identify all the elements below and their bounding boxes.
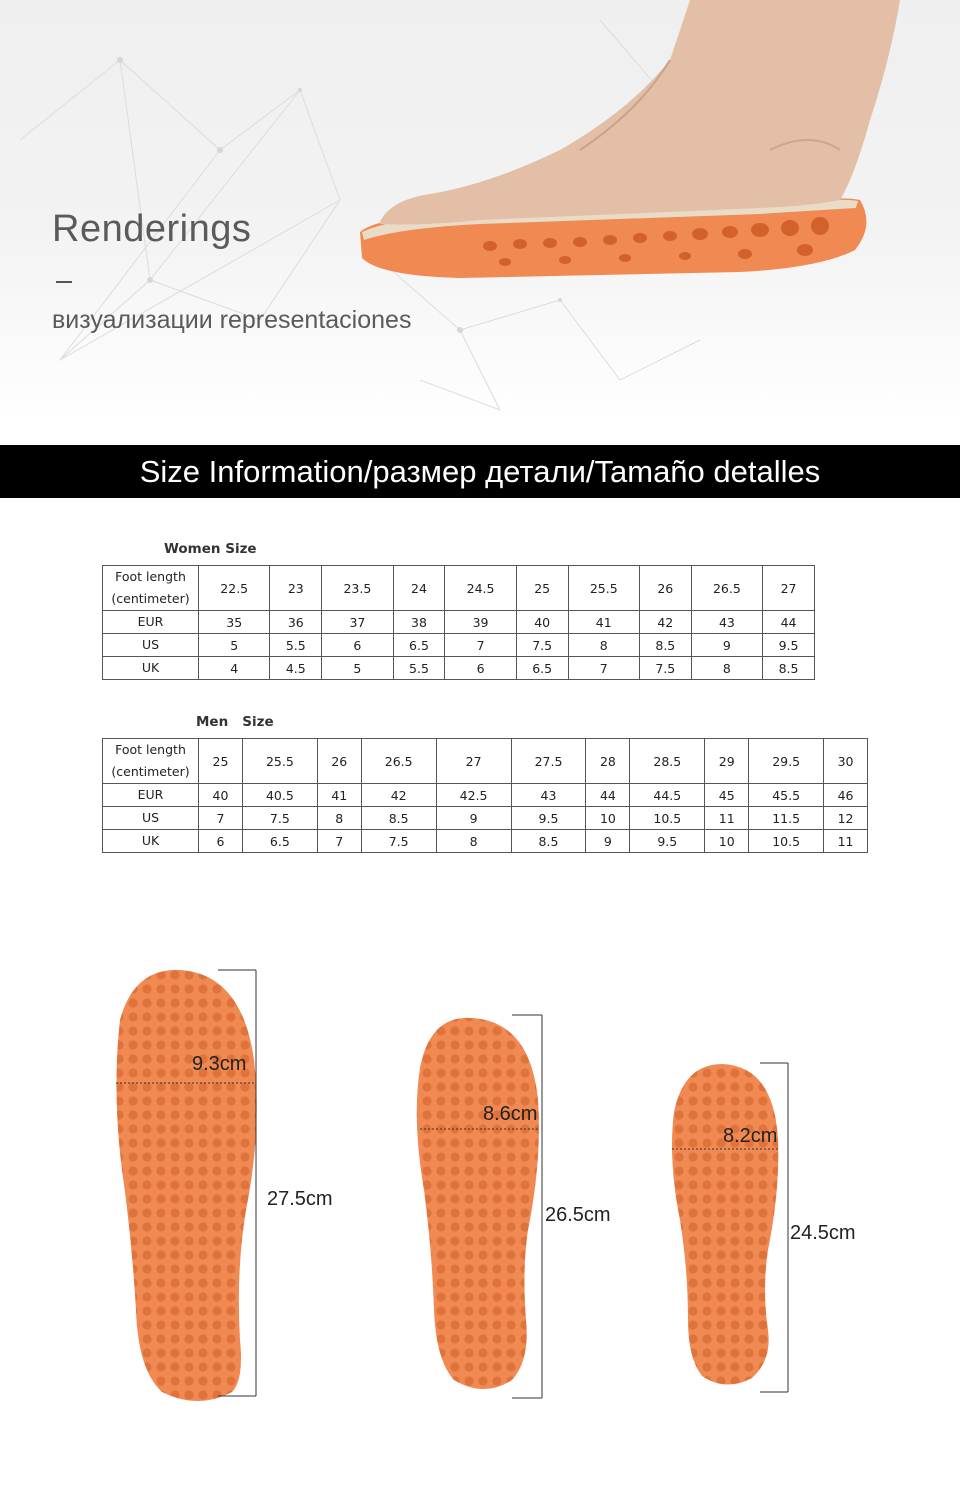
- insole-3-width-label: 8.2cm: [723, 1125, 778, 1147]
- table-cell: 9.5: [763, 634, 815, 657]
- table-cell: 8.5: [511, 830, 586, 853]
- table-cell: 45: [705, 784, 749, 807]
- table-cell: 43: [511, 784, 586, 807]
- table-row: [103, 657, 815, 680]
- table-cell: 6.5: [516, 657, 568, 680]
- table-cell: 5.5: [393, 657, 445, 680]
- table-cell: 6: [322, 634, 393, 657]
- insole-dimensions-section: [0, 940, 960, 1486]
- foot-on-insole-illustration: [340, 0, 960, 300]
- table-row: [103, 784, 868, 807]
- table-cell: 42: [361, 784, 436, 807]
- table-cell: 28.5: [630, 739, 705, 784]
- table-cell: 42: [639, 611, 691, 634]
- row-label: UK: [103, 830, 199, 853]
- table-cell: 8: [436, 830, 511, 853]
- table-cell: 10.5: [749, 830, 824, 853]
- table-cell: 27: [763, 566, 815, 611]
- table-cell: 7: [568, 657, 639, 680]
- table-cell: 7: [199, 807, 243, 830]
- table-cell: 7.5: [361, 830, 436, 853]
- size-information-banner: Size Information/размер детали/Tamaño detalles: [0, 445, 960, 498]
- table-cell: 40: [516, 611, 568, 634]
- table-cell: 45.5: [749, 784, 824, 807]
- table-cell: 26.5: [361, 739, 436, 784]
- row-label: EUR: [103, 611, 199, 634]
- insole-3-length-label: 24.5cm: [790, 1222, 856, 1244]
- table-cell: 9.5: [511, 807, 586, 830]
- table-row: [103, 739, 868, 784]
- table-cell: 12: [824, 807, 868, 830]
- table-cell: 26.5: [691, 566, 762, 611]
- insole-2-width-label: 8.6cm: [483, 1103, 538, 1125]
- table-cell: 41: [317, 784, 361, 807]
- table-cell: 5: [199, 634, 270, 657]
- table-cell: 25.5: [568, 566, 639, 611]
- table-cell: 9: [691, 634, 762, 657]
- table-cell: 4.5: [270, 657, 322, 680]
- women-size-title: Women Size: [164, 541, 257, 557]
- men-size-title: Men Size: [196, 714, 274, 730]
- insole-medium: [417, 1015, 542, 1398]
- hero-divider: [56, 281, 72, 283]
- table-cell: 27: [436, 739, 511, 784]
- men-size-section: [100, 714, 870, 853]
- row-label: US: [103, 807, 199, 830]
- table-cell: 35: [199, 611, 270, 634]
- women-size-section: [100, 541, 870, 680]
- table-cell: 8: [691, 657, 762, 680]
- table-cell: 44: [763, 611, 815, 634]
- table-cell: 38: [393, 611, 445, 634]
- table-row: [103, 611, 815, 634]
- table-cell: 27.5: [511, 739, 586, 784]
- insole-1-width-label: 9.3cm: [192, 1053, 247, 1075]
- table-cell: 8.5: [763, 657, 815, 680]
- table-cell: 8.5: [639, 634, 691, 657]
- table-cell: 6.5: [242, 830, 317, 853]
- table-cell: 23: [270, 566, 322, 611]
- table-cell: 10: [586, 807, 630, 830]
- table-cell: 22.5: [199, 566, 270, 611]
- table-cell: 4: [199, 657, 270, 680]
- table-cell: 40.5: [242, 784, 317, 807]
- table-cell: 11: [705, 807, 749, 830]
- table-cell: 24: [393, 566, 445, 611]
- table-cell: 37: [322, 611, 393, 634]
- table-cell: 46: [824, 784, 868, 807]
- row-label: US: [103, 634, 199, 657]
- table-cell: 29.5: [749, 739, 824, 784]
- table-cell: 6: [445, 657, 516, 680]
- table-cell: 7: [317, 830, 361, 853]
- table-cell: 26: [317, 739, 361, 784]
- insole-1-length-label: 27.5cm: [267, 1188, 333, 1210]
- insole-large: [116, 970, 257, 1401]
- table-cell: 44: [586, 784, 630, 807]
- row-label: EUR: [103, 784, 199, 807]
- table-cell: 8.5: [361, 807, 436, 830]
- women-size-table: [102, 565, 815, 680]
- foot-length-label: Foot length (centimeter): [103, 566, 199, 611]
- table-cell: 9.5: [630, 830, 705, 853]
- table-row: [103, 807, 868, 830]
- table-cell: 5: [322, 657, 393, 680]
- table-cell: 26: [639, 566, 691, 611]
- table-cell: 10.5: [630, 807, 705, 830]
- table-row: [103, 566, 815, 611]
- table-cell: 41: [568, 611, 639, 634]
- hero-title: Renderings: [52, 208, 252, 250]
- table-cell: 28: [586, 739, 630, 784]
- table-cell: 7.5: [639, 657, 691, 680]
- table-cell: 6: [199, 830, 243, 853]
- men-size-table: [102, 738, 868, 853]
- table-row: [103, 634, 815, 657]
- hero-banner: [0, 0, 960, 422]
- table-cell: 39: [445, 611, 516, 634]
- table-cell: 7.5: [242, 807, 317, 830]
- row-label: UK: [103, 657, 199, 680]
- table-cell: 43: [691, 611, 762, 634]
- table-cell: 25: [199, 739, 243, 784]
- table-row: [103, 830, 868, 853]
- table-cell: 42.5: [436, 784, 511, 807]
- table-cell: 6.5: [393, 634, 445, 657]
- table-cell: 29: [705, 739, 749, 784]
- table-cell: 8: [568, 634, 639, 657]
- table-cell: 25.5: [242, 739, 317, 784]
- hero-subtitle: визуализации representaciones: [52, 306, 412, 334]
- table-cell: 40: [199, 784, 243, 807]
- table-cell: 25: [516, 566, 568, 611]
- table-cell: 7: [445, 634, 516, 657]
- table-cell: 44.5: [630, 784, 705, 807]
- table-cell: 11.5: [749, 807, 824, 830]
- table-cell: 10: [705, 830, 749, 853]
- insoles-illustration: [0, 940, 960, 1486]
- table-cell: 11: [824, 830, 868, 853]
- table-cell: 8: [317, 807, 361, 830]
- table-cell: 24.5: [445, 566, 516, 611]
- insole-small: [672, 1063, 788, 1392]
- table-cell: 30: [824, 739, 868, 784]
- table-cell: 9: [586, 830, 630, 853]
- insole-2-length-label: 26.5cm: [545, 1204, 611, 1226]
- table-cell: 23.5: [322, 566, 393, 611]
- table-cell: 5.5: [270, 634, 322, 657]
- table-cell: 7.5: [516, 634, 568, 657]
- foot-length-label: Foot length (centimeter): [103, 739, 199, 784]
- table-cell: 36: [270, 611, 322, 634]
- table-cell: 9: [436, 807, 511, 830]
